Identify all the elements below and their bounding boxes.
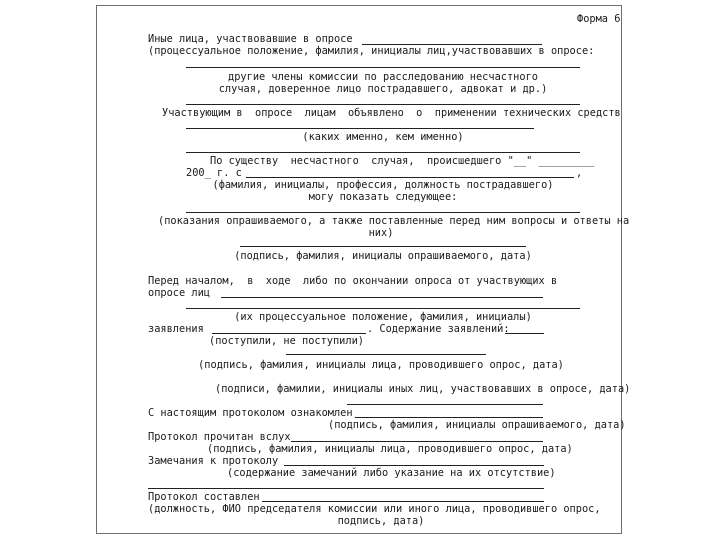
blank-line [262,501,544,502]
others-signature-hint: (подписи, фамилии, инициалы иных лиц, участвовавших в опросе, дата) [215,383,631,395]
form-label: Форма 6 [577,13,621,25]
blank-line [148,488,544,489]
can-show-label: могу показать следующее: [308,191,458,203]
compiler-hint: (должность, ФИО председателя комиссии или иного лица, проводившего опрос, [148,503,601,515]
interviewer-signature-hint-2: (подпись, фамилия, инициалы лица, проводившего опрос, дата) [207,443,573,455]
compiler-hint-cont: подпись, дата) [337,515,425,527]
statements-intro: Перед началом, в ходе либо по окончании опроса от участвующих в [148,275,558,287]
accident-essence-label: По существу несчастного случая, происшедшего "__" _________ [210,155,595,167]
interviewee-signature-hint-2: (подпись, фамилия, инициалы опрашиваемого, дата) [328,419,626,431]
compiled-label: Протокол составлен [148,491,260,503]
blank-line [284,465,544,466]
blank-line [212,333,366,334]
victim-hint: (фамилия, инициалы, профессия, должность пострадавшего) [212,179,554,191]
blank-line [355,417,543,418]
participants-hint-cont: случая, доверенное лицо пострадавшего, адвокат и др.) [218,83,548,95]
blank-line [221,297,543,298]
remarks-hint: (содержание замечаний либо указание на их отсутствие) [227,467,556,479]
acquainted-label: С настоящим протоколом ознакомлен [148,407,353,419]
year-label: 200_ г. с [186,167,242,179]
persons-label: опросе лиц [148,287,210,299]
blank-line [186,152,580,153]
blank-line [186,308,580,309]
interviewee-signature-hint: (подпись, фамилия, инициалы опрашиваемого, дата) [234,250,532,262]
statements-label: заявления [148,323,204,335]
blank-line [240,246,526,247]
received-hint: (поступили, не поступили) [209,335,364,347]
persons-hint: (их процессуальное положение, фамилия, инициалы) [234,311,532,323]
technical-means-hint: (каких именно, кем именно) [302,131,464,143]
blank-line [186,67,580,68]
interviewer-signature-hint: (подпись, фамилия, инициалы лица, проводившего опрос, дата) [198,359,564,371]
blank-line [186,128,534,129]
participants-hint-cont: другие члены комиссии по расследованию несчастного [228,71,538,83]
comma: , [576,167,583,179]
blank-line [186,212,580,213]
participants-hint: (процессуальное положение, фамилия, инициалы лиц,участвовавших в опросе: [148,45,595,57]
technical-means-notice: Участвующим в опросе лицам объявлено о применении технических средств [162,107,621,119]
blank-line [347,404,543,405]
remarks-label: Замечания к протоколу [148,455,279,467]
blank-line [291,441,543,442]
read-aloud-label: Протокол прочитан вслух [148,431,291,443]
testimony-hint: (показания опрашиваемого, а также поставленные перед ним вопросы и ответы на [158,215,630,227]
blank-line [246,177,574,178]
testimony-hint-cont: них) [368,227,394,239]
statements-content-label: . Содержание заявлений: [367,323,510,335]
blank-line [186,104,580,105]
other-participants-label: Иные лица, участвовавшие в опросе [148,33,353,45]
blank-line [286,354,486,355]
blank-line [505,333,544,334]
